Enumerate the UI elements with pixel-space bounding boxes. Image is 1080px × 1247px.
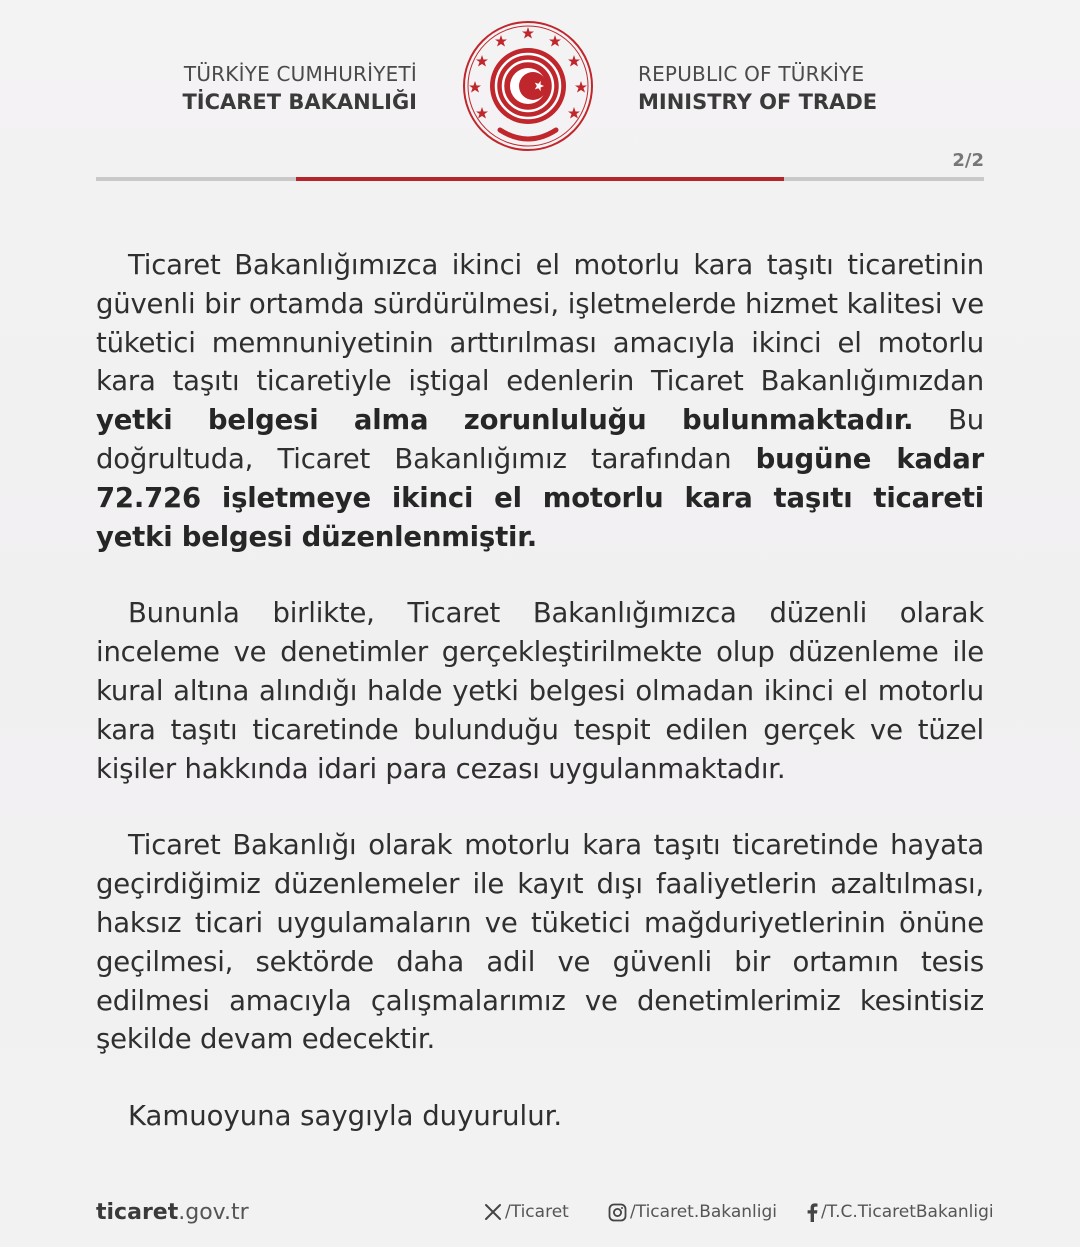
facebook-link[interactable] [806,1202,994,1222]
header-divider-accent [296,177,784,181]
header-right-title [638,60,877,116]
x-handle: /Ticaret [505,1202,569,1222]
page-header [0,0,1080,190]
page-footer [0,1196,1080,1236]
paragraph-1-text-a: Ticaret Bakanlığımızca ikinci el motorlu kara taşıtı ticaretinin güvenli bir ortamda sürdürülmesi, işletmelerde hizmet kalitesi ve tüketici memnuniyetinin arttırılması amacıyla ikinci el motorlu kara taşıtı ticaretiyle iştigal edenlerin Ticaret Bakanlığımızdan [96,249,984,398]
instagram-handle: /Ticaret.Bakanligi [630,1202,777,1222]
facebook-icon [806,1203,818,1222]
instagram-icon [608,1203,627,1222]
x-icon [484,1203,502,1221]
x-link[interactable] [484,1202,569,1222]
ministry-emblem-icon [460,18,596,154]
closing-line: Kamuoyuna saygıyla duyurulur. [128,1100,563,1133]
paragraph-1 [96,246,984,556]
page-number: 2/2 [952,150,984,171]
paragraph-1-bold-a: yetki belgesi alma zorunluluğu bulunmaktadır. [96,404,914,437]
header-left-title [182,60,417,116]
website-link-bold: ticaret [96,1200,179,1225]
header-right-line1: REPUBLIC OF TÜRKİYE [638,62,865,86]
header-right-line2: MINISTRY OF TRADE [638,90,878,114]
website-link-domain: .gov.tr [178,1200,249,1225]
instagram-link[interactable] [608,1202,777,1222]
paragraph-3: Ticaret Bakanlığı olarak motorlu kara taşıtı ticaretinde hayata geçirdiğimiz düzenlemeler ile kayıt dışı faaliyetlerin azaltılması, haksız ticari uygulamaların ve tüketici mağduriyetlerinin önüne geçilmesi, sektörde daha adil ve güvenli bir ortamın tesis edilmesi amacıyla çalışmalarımız ve denetimlerimiz kesintisiz şekilde devam edecektir. [96,829,984,1056]
paragraph-1-text-b: Bu doğrultuda, Ticaret Bakanlığımız tarafından [96,404,984,475]
website-link[interactable] [96,1200,249,1225]
header-left-line2: TİCARET BAKANLIĞI [182,90,417,114]
paragraph-1-bold-b: bugüne kadar 72.726 işletmeye ikinci el motorlu kara taşıtı ticareti yetki belgesi düzenlenmiştir. [96,442,985,553]
header-left-line1: TÜRKİYE CUMHURİYETİ [183,62,417,86]
announcement-body [96,246,984,1136]
paragraph-2: Bununla birlikte, Ticaret Bakanlığımızca düzenli olarak inceleme ve denetimler gerçekleştirilmekte olup düzenleme ile kural altına alındığı halde yetki belgesi olmadan ikinci el motorlu kara taşıtı ticaretinde bulunduğu tespit edilen gerçek ve tüzel kişiler hakkında idari para cezası uygulanmaktadır. [96,597,984,785]
facebook-handle: /T.C.TicaretBakanligi [821,1202,994,1222]
